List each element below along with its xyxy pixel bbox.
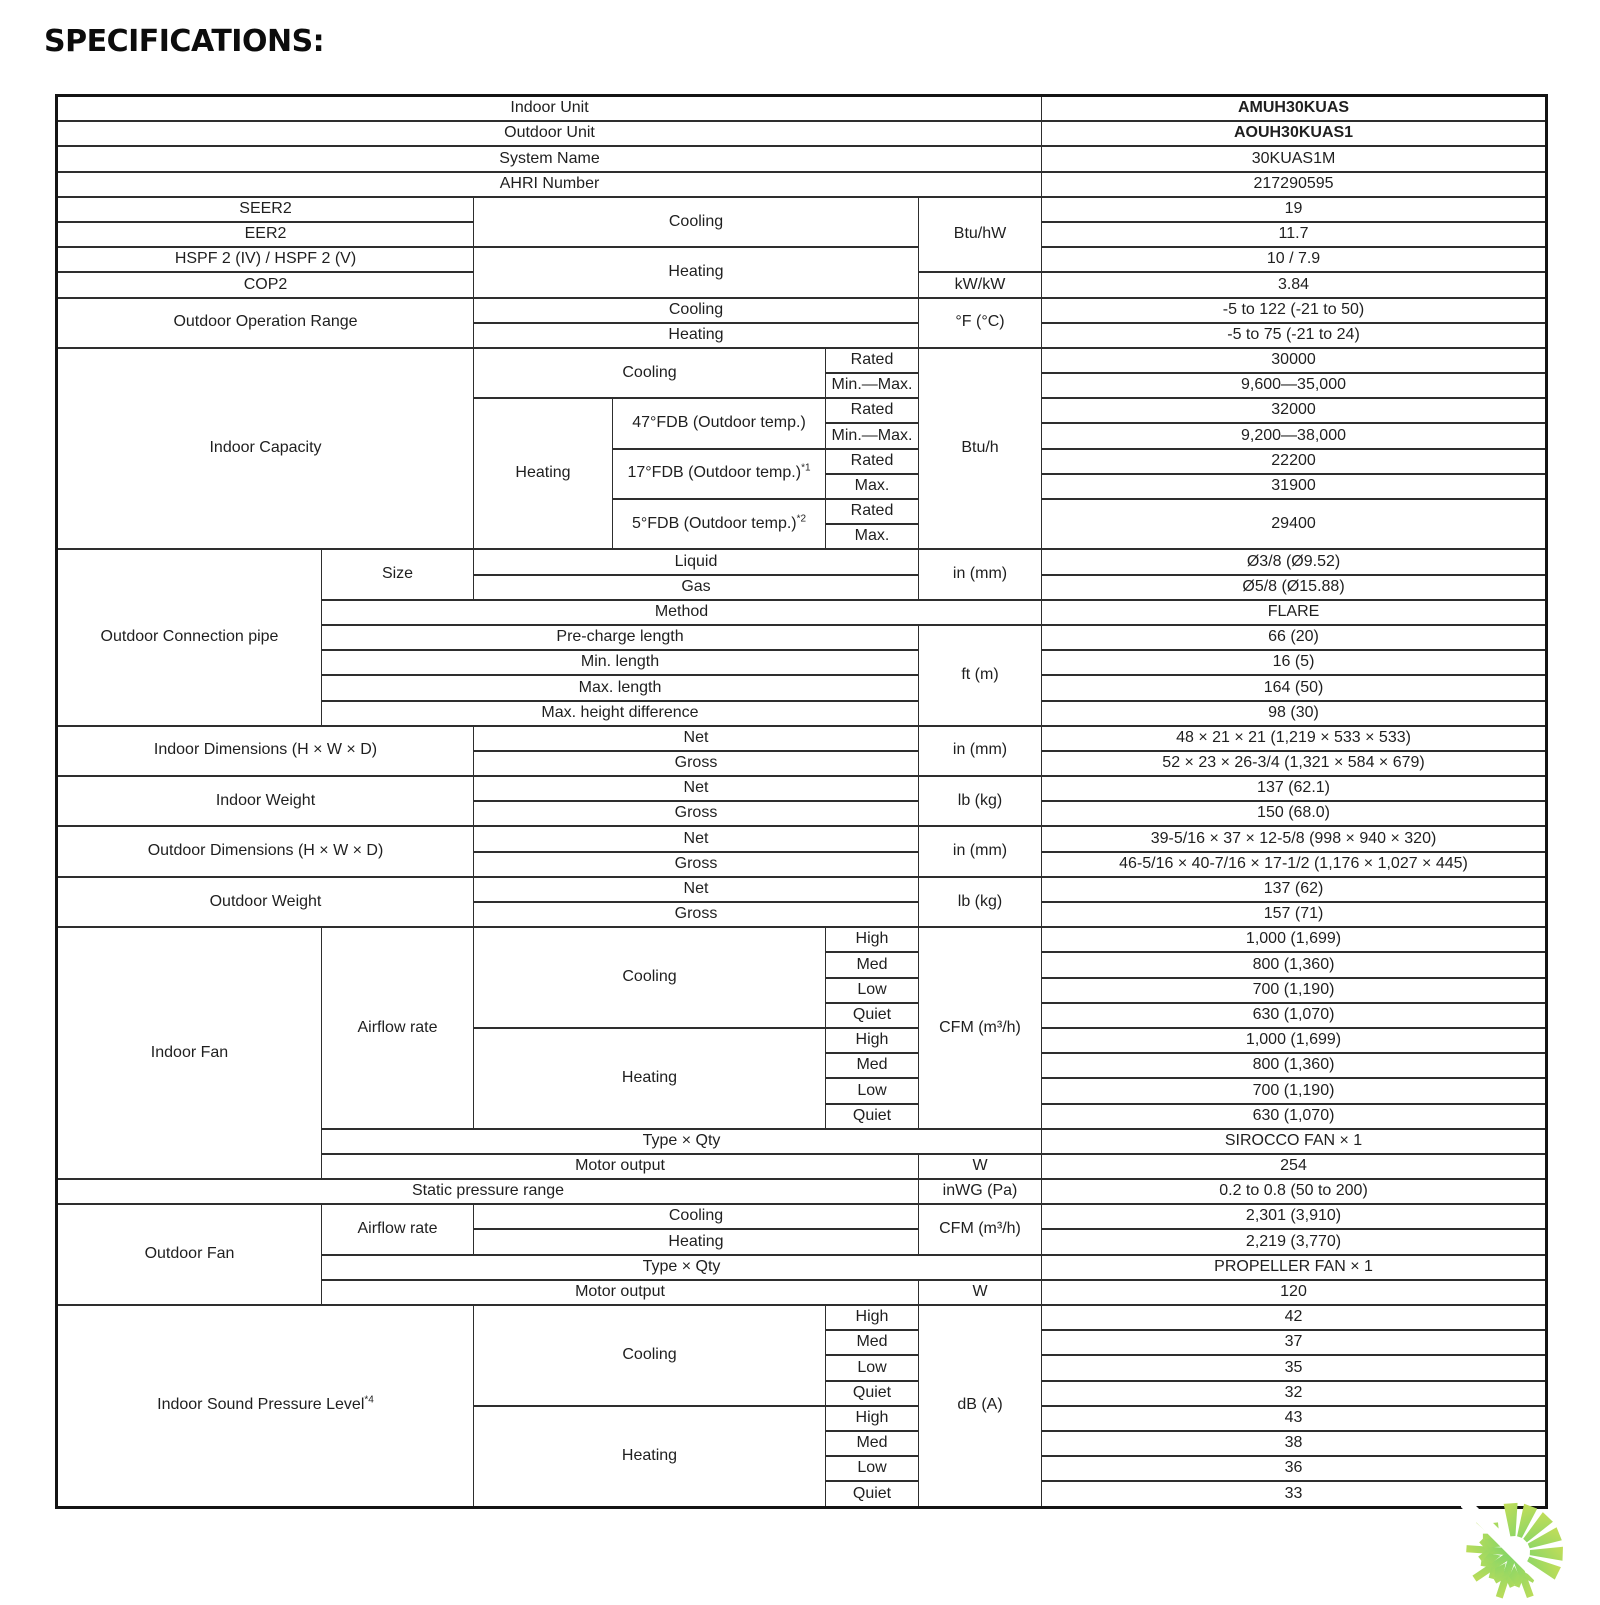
spec-cell-airflow-rate: Airflow rate [322,927,474,1129]
footnote-marker: *4 [364,1395,374,1407]
spec-cell-36: 36 [1042,1456,1547,1481]
spec-cell-10-7-9: 10 / 7.9 [1042,247,1547,272]
table-row [57,826,1547,851]
spec-cell-motor-output: Motor output [322,1154,919,1179]
spec-cell-29400: 29400 [1042,499,1547,549]
spec-cell-gross: Gross [474,902,919,927]
spec-cell-1-000-1-699: 1,000 (1,699) [1042,927,1547,952]
spec-cell-cop2: COP2 [57,272,474,297]
spec-cell-indoor-unit: Indoor Unit [57,96,1042,122]
spec-cell-low: Low [826,978,919,1003]
spec-cell-5-8-15-88: Ø5/8 (Ø15.88) [1042,575,1547,600]
spec-cell-137-62-1: 137 (62.1) [1042,776,1547,801]
spec-cell-type-qty: Type × Qty [322,1255,1042,1280]
spec-cell-indoor-dimensions-h-w-d: Indoor Dimensions (H × W × D) [57,726,474,776]
spec-cell-800-1-360: 800 (1,360) [1042,1053,1547,1078]
spec-cell-med: Med [826,952,919,977]
spec-cell-gross: Gross [474,801,919,826]
spec-cell-700-1-190: 700 (1,190) [1042,978,1547,1003]
spec-cell-high: High [826,1028,919,1053]
spec-cell-5-to-75-21-to-24: -5 to 75 (-21 to 24) [1042,323,1547,348]
spec-cell-cfm-m-h: CFM (m³/h) [919,1204,1042,1254]
spec-cell-in-mm: in (mm) [919,549,1042,599]
spec-cell-min-length: Min. length [322,650,919,675]
spec-cell-cooling: Cooling [474,197,919,247]
spec-cell-outdoor-connection-pipe: Outdoor Connection pipe [57,549,322,725]
spec-cell-max: Max. [826,474,919,499]
spec-cell-46-5-16-40-7-16-17-1-2-1-176-1-027-445: 46-5/16 × 40-7/16 × 17-1/2 (1,176 × 1,027 × 445) [1042,852,1547,877]
table-row [57,1179,1547,1204]
spec-cell-cooling: Cooling [474,1204,919,1229]
spec-cell-254: 254 [1042,1154,1547,1179]
spec-cell-48-21-21-1-219-533-533: 48 × 21 × 21 (1,219 × 533 × 533) [1042,726,1547,751]
spec-cell-39-5-16-37-12-5-8-998-940-320: 39-5/16 × 37 × 12-5/8 (998 × 940 × 320) [1042,826,1547,851]
table-row [57,121,1547,146]
spec-cell-52-23-26-3-4-1-321-584-679: 52 × 23 × 26-3/4 (1,321 × 584 × 679) [1042,751,1547,776]
spec-cell-btu-hw: Btu/hW [919,197,1042,273]
spec-cell-indoor-fan: Indoor Fan [57,927,322,1179]
table-row [57,96,1547,122]
table-row [57,348,1547,373]
spec-cell-rated: Rated [826,348,919,373]
spec-cell-gross: Gross [474,751,919,776]
spec-cell-800-1-360: 800 (1,360) [1042,952,1547,977]
spec-cell-gas: Gas [474,575,919,600]
spec-cell-f-c: °F (°C) [919,298,1042,348]
spec-cell-seer2: SEER2 [57,197,474,222]
spec-cell-heating: Heating [474,1028,826,1129]
spec-cell-cfm-m-h: CFM (m³/h) [919,927,1042,1129]
spec-cell-38: 38 [1042,1431,1547,1456]
spec-cell-rated: Rated [826,449,919,474]
footnote-marker: *1 [801,463,811,475]
table-row [57,247,1547,272]
spec-cell-137-62: 137 (62) [1042,877,1547,902]
spec-cell-2-219-3-770: 2,219 (3,770) [1042,1229,1547,1254]
snowflake-half [1466,1512,1541,1601]
table-row [57,197,1547,222]
spec-cell-indoor-weight: Indoor Weight [57,776,474,826]
spec-cell-rated: Rated [826,398,919,423]
spec-cell-aouh30kuas1: AOUH30KUAS1 [1042,121,1547,146]
spec-cell-700-1-190: 700 (1,190) [1042,1078,1547,1103]
spec-cell-amuh30kuas: AMUH30KUAS [1042,96,1547,122]
spec-cell-1-000-1-699: 1,000 (1,699) [1042,1028,1547,1053]
spec-cell-120: 120 [1042,1280,1547,1305]
spec-cell-quiet: Quiet [826,1381,919,1406]
spec-cell-42: 42 [1042,1305,1547,1330]
spec-cell-net: Net [474,776,919,801]
spec-cell-max-height-difference: Max. height difference [322,701,919,726]
spec-cell-net: Net [474,826,919,851]
spec-cell-indoor-capacity: Indoor Capacity [57,348,474,550]
spec-cell-157-71: 157 (71) [1042,902,1547,927]
spec-cell-high: High [826,1406,919,1431]
spec-cell-heating: Heating [474,1406,826,1507]
spec-cell-low: Low [826,1355,919,1380]
spec-cell-32000: 32000 [1042,398,1547,423]
spec-cell-cooling: Cooling [474,348,826,398]
spec-cell-3-84: 3.84 [1042,272,1547,297]
spec-cell-heating: Heating [474,1229,919,1254]
specifications-table [55,94,1548,1509]
spec-cell-low: Low [826,1078,919,1103]
spec-cell-w: W [919,1154,1042,1179]
spec-cell-33: 33 [1042,1481,1547,1507]
spec-cell-43: 43 [1042,1406,1547,1431]
spec-cell-flare: FLARE [1042,600,1547,625]
spec-cell-high: High [826,1305,919,1330]
spec-cell-32: 32 [1042,1381,1547,1406]
spec-cell-heating: Heating [474,247,919,297]
spec-cell-5-to-122-21-to-50: -5 to 122 (-21 to 50) [1042,298,1547,323]
spec-cell-outdoor-unit: Outdoor Unit [57,121,1042,146]
spec-cell-heating: Heating [474,398,613,549]
spec-cell-min-max: Min.—Max. [826,373,919,398]
spec-cell-gross: Gross [474,852,919,877]
table-row [57,927,1547,952]
spec-cell-17-fdb-outdoor-temp: 17°FDB (Outdoor temp.)$^{*1}$ [613,449,826,499]
spec-cell-med: Med [826,1330,919,1355]
spec-cell-5-fdb-outdoor-temp: 5°FDB (Outdoor temp.)$^{*2}$ [613,499,826,549]
spec-cell-outdoor-operation-range: Outdoor Operation Range [57,298,474,348]
table-row [57,776,1547,801]
spec-cell-35: 35 [1042,1355,1547,1380]
spec-cell-ft-m: ft (m) [919,625,1042,726]
spec-cell-high: High [826,927,919,952]
spec-cell-9-600-35-000: 9,600—35,000 [1042,373,1547,398]
spec-cell-eer2: EER2 [57,222,474,247]
snowflake-sun-logo [1461,1499,1567,1605]
table-row [57,146,1547,171]
spec-cell-in-mm: in (mm) [919,726,1042,776]
spec-cell-cooling: Cooling [474,298,919,323]
spec-cell-22200: 22200 [1042,449,1547,474]
table-row [57,1204,1547,1229]
spec-cell-217290595: 217290595 [1042,172,1547,197]
spec-cell-30kuas1m: 30KUAS1M [1042,146,1547,171]
spec-cell-630-1-070: 630 (1,070) [1042,1104,1547,1129]
spec-cell-kw-kw: kW/kW [919,272,1042,297]
spec-cell-cooling: Cooling [474,927,826,1028]
spec-cell-outdoor-weight: Outdoor Weight [57,877,474,927]
spec-cell-max: Max. [826,524,919,549]
spec-cell-med: Med [826,1053,919,1078]
spec-cell-airflow-rate: Airflow rate [322,1204,474,1254]
spec-cell-in-mm: in (mm) [919,826,1042,876]
spec-cell-16-5: 16 (5) [1042,650,1547,675]
spec-cell-system-name: System Name [57,146,1042,171]
spec-cell-quiet: Quiet [826,1003,919,1028]
spec-cell-type-qty: Type × Qty [322,1129,1042,1154]
spec-cell-heating: Heating [474,323,919,348]
spec-cell-liquid: Liquid [474,549,919,574]
spec-cell-outdoor-fan: Outdoor Fan [57,1204,322,1305]
spec-cell-low: Low [826,1456,919,1481]
spec-cell-method: Method [322,600,1042,625]
spec-cell-9-200-38-000: 9,200—38,000 [1042,423,1547,448]
spec-cell-inwg-pa: inWG (Pa) [919,1179,1042,1204]
spec-cell-0-2-to-0-8-50-to-200: 0.2 to 0.8 (50 to 200) [1042,1179,1547,1204]
table-row [57,298,1547,323]
spec-cell-11-7: 11.7 [1042,222,1547,247]
spec-cell-max-length: Max. length [322,675,919,700]
spec-cell-w: W [919,1280,1042,1305]
spec-cell-66-20: 66 (20) [1042,625,1547,650]
spec-cell-164-50: 164 (50) [1042,675,1547,700]
table-row [57,877,1547,902]
table-row [57,726,1547,751]
spec-cell-quiet: Quiet [826,1481,919,1507]
spec-cell-630-1-070: 630 (1,070) [1042,1003,1547,1028]
spec-cell-lb-kg: lb (kg) [919,776,1042,826]
spec-cell-37: 37 [1042,1330,1547,1355]
spec-cell-propeller-fan-1: PROPELLER FAN × 1 [1042,1255,1547,1280]
spec-cell-19: 19 [1042,197,1547,222]
spec-cell-db-a: dB (A) [919,1305,1042,1507]
spec-cell-motor-output: Motor output [322,1280,919,1305]
spec-cell-outdoor-dimensions-h-w-d: Outdoor Dimensions (H × W × D) [57,826,474,876]
spec-cell-pre-charge-length: Pre-charge length [322,625,919,650]
spec-cell-static-pressure-range: Static pressure range [57,1179,919,1204]
page-title: SPECIFICATIONS: [44,24,325,59]
spec-cell-med: Med [826,1431,919,1456]
spec-cell-cooling: Cooling [474,1305,826,1406]
spec-cell-net: Net [474,726,919,751]
spec-cell-hspf-2-iv-hspf-2-v: HSPF 2 (IV) / HSPF 2 (V) [57,247,474,272]
spec-cell-47-fdb-outdoor-temp: 47°FDB (Outdoor temp.) [613,398,826,448]
spec-cell-sirocco-fan-1: SIROCCO FAN × 1 [1042,1129,1547,1154]
spec-cell-quiet: Quiet [826,1104,919,1129]
table-row [57,1305,1547,1330]
spec-cell-size: Size [322,549,474,599]
spec-cell-150-68-0: 150 (68.0) [1042,801,1547,826]
spec-cell-indoor-sound-pressure-level: Indoor Sound Pressure Level$^{*4}$ [57,1305,474,1507]
spec-cell-ahri-number: AHRI Number [57,172,1042,197]
spec-cell-3-8-9-52: Ø3/8 (Ø9.52) [1042,549,1547,574]
spec-cell-min-max: Min.—Max. [826,423,919,448]
table-row [57,549,1547,574]
spec-cell-btu-h: Btu/h [919,348,1042,550]
spec-cell-30000: 30000 [1042,348,1547,373]
spec-cell-net: Net [474,877,919,902]
spec-cell-31900: 31900 [1042,474,1547,499]
specifications-table-body [57,96,1547,1508]
spec-cell-rated: Rated [826,499,919,524]
spec-cell-98-30: 98 (30) [1042,701,1547,726]
footnote-marker: *2 [796,513,807,525]
table-row [57,172,1547,197]
spec-cell-lb-kg: lb (kg) [919,877,1042,927]
spec-cell-2-301-3-910: 2,301 (3,910) [1042,1204,1547,1229]
